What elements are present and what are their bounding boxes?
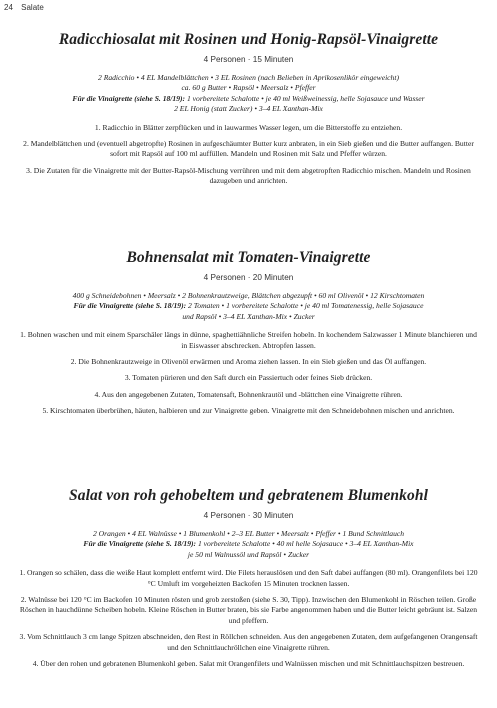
ingredient-line: 400 g Schneidebohnen • Meersalz • 2 Bohnenkrautzweige, Blättchen abgezupft • 60 ml Olivenöl • 12 Kirschtomaten — [72, 291, 425, 300]
steps — [0, 123, 497, 187]
recipe-blumenkohl — [0, 486, 497, 675]
vinaigrette-line — [24, 301, 473, 311]
recipe-bohnensalat — [0, 248, 497, 423]
vinaigrette-label: Für die Vinaigrette (siehe S. 18/19): — [73, 301, 187, 311]
step: 2. Die Bohnenkrautzweige in Olivenöl erwärmen und Aroma ziehen lassen. In ein Sieb gießen und das Öl auffangen. — [70, 357, 427, 367]
ingredients — [0, 291, 497, 322]
page-number: 24 — [4, 3, 13, 12]
ingredients — [0, 529, 497, 560]
steps — [0, 568, 497, 669]
vinaigrette-line — [24, 94, 473, 104]
step: 1. Bohnen waschen und mit einem Sparschäler längs in dünne, spaghettiähnliche Streifen hobeln. In kochendem Salzwasser 1 Minute blanchieren und in Eiswasser abschrecken. Abtropfen lassen. — [20, 330, 477, 350]
steps — [0, 330, 497, 416]
recipe-title: Radicchiosalat mit Rosinen und Honig-Rapsöl-Vinaigrette — [58, 31, 439, 48]
recipe-meta: 4 Personen · 30 Minuten — [203, 511, 294, 520]
ingredient-line: 2 Radicchio • 4 EL Mandelblättchen • 3 EL Rosinen (nach Belieben in Aprikosenlikör eingeweicht) — [98, 73, 399, 82]
vinaigrette-text: 1 vorbereitete Schalotte • je 40 ml Weißweinessig, helle Sojasauce und Wasser — [185, 93, 425, 103]
page-header — [4, 3, 50, 12]
recipe-title: Salat von roh gehobeltem und gebratenem Blumenkohl — [69, 487, 428, 504]
step: 4. Aus den angegebenen Zutaten, Tomatensaft, Bohnenkrautöl und -blättchen eine Vinaigrette rühren. — [94, 389, 403, 399]
recipe-meta: 4 Personen · 20 Minuten — [203, 273, 294, 282]
recipe-meta: 4 Personen · 15 Minuten — [203, 55, 294, 64]
recipe-title: Bohnensalat mit Tomaten-Vinaigrette — [126, 249, 371, 266]
step: 3. Vom Schnittlauch 3 cm lange Spitzen abschneiden, den Rest in Röllchen schneiden. Aus den angegebenen Zutaten, dem aufgefangenen Orangensaft und den Schnittlauchröllchen eine Vinaigrette rühren. — [19, 632, 478, 652]
vinaigrette-text: 2 Tomaten • 1 vorbereitete Schalotte • je 40 ml Tomatenessig, helle Sojasauce — [186, 301, 424, 311]
step: 5. Kirschtomaten überbrühen, häuten, halbieren und zur Vinaigrette geben. Vinaigrette mit den Schneidebohnen mischen und anrichten. — [42, 406, 455, 416]
step: 3. Die Zutaten für die Vinaigrette mit der Butter-Rapsöl-Mischung verrühren und mit dem abgetropften Radicchio mischen. Mandeln und Rosinen dazugeben und anrichten. — [26, 165, 471, 186]
section-name: Salate — [21, 3, 44, 12]
ingredient-line: 2 Orangen • 4 EL Walnüsse • 1 Blumenkohl • 2–3 EL Butter • Meersalz • Pfeffer • 1 Bund Schnittlauch — [92, 529, 405, 538]
vinaigrette-line: und Rapsöl • 3–4 EL Xanthan-Mix • Zucker — [182, 311, 315, 321]
ingredients — [0, 73, 497, 115]
step: 1. Orangen so schälen, dass die weiße Haut komplett entfernt wird. Die Filets herauslösen und den Saft dabei auffangen (80 ml). Orangenfilets bei 120 °C Umluft im vorgeheizten Backofen 15 Minuten trocknen lassen. — [19, 568, 478, 588]
step: 2. Mandelblättchen und (eventuell abgetropfte) Rosinen in aufgeschäumter Butter kurz anbraten, in ein Sieb gießen und die Butter auffangen. Butter sofort mit Rapsöl auf 100 ml auffüllen. Mandeln und Rosinen mit Salz und Pfeffer würzen. — [23, 139, 474, 159]
step: 2. Walnüsse bei 120 °C im Backofen 10 Minuten rösten und grob zerstoßen (siehe S. 30, Tipp). Inzwischen den Blumenkohl in Röschen teilen. Große Röschen in hauchdünne Scheiben hobeln. Kleine Röschen in Butter braten, bis sie Farbe angenommen haben und die Butter leicht gebräunt ist. Salzen und pfeffern. — [19, 595, 478, 625]
vinaigrette-line: 2 EL Honig (statt Zucker) • 3–4 EL Xanthan-Mix — [174, 104, 323, 114]
vinaigrette-label: Für die Vinaigrette (siehe S. 18/19): — [83, 539, 197, 549]
vinaigrette-text: 1 vorbereitete Schalotte • 40 ml helle Sojasauce • 3–4 EL Xanthan-Mix — [196, 539, 414, 549]
vinaigrette-line — [24, 539, 473, 549]
vinaigrette-line: je 50 ml Walnussöl und Rapsöl • Zucker — [187, 549, 310, 559]
step: 4. Über den rohen und gebratenen Blumenkohl geben. Salat mit Orangenfilets und Walnüssen mischen und mit Schnittlauchspitzen bestreuen. — [32, 659, 465, 669]
step: 1. Radicchio in Blätter zerpflücken und in lauwarmes Wasser legen, um die Bitterstoffe zu entziehen. — [94, 122, 403, 132]
step: 3. Tomaten pürieren und den Saft durch ein Passiertuch oder feines Sieb drücken. — [124, 373, 373, 383]
recipe-radicchio — [0, 30, 497, 193]
ingredient-line: ca. 60 g Butter • Rapsöl • Meersalz • Pfeffer — [181, 83, 316, 93]
vinaigrette-label: Für die Vinaigrette (siehe S. 18/19): — [72, 93, 186, 103]
